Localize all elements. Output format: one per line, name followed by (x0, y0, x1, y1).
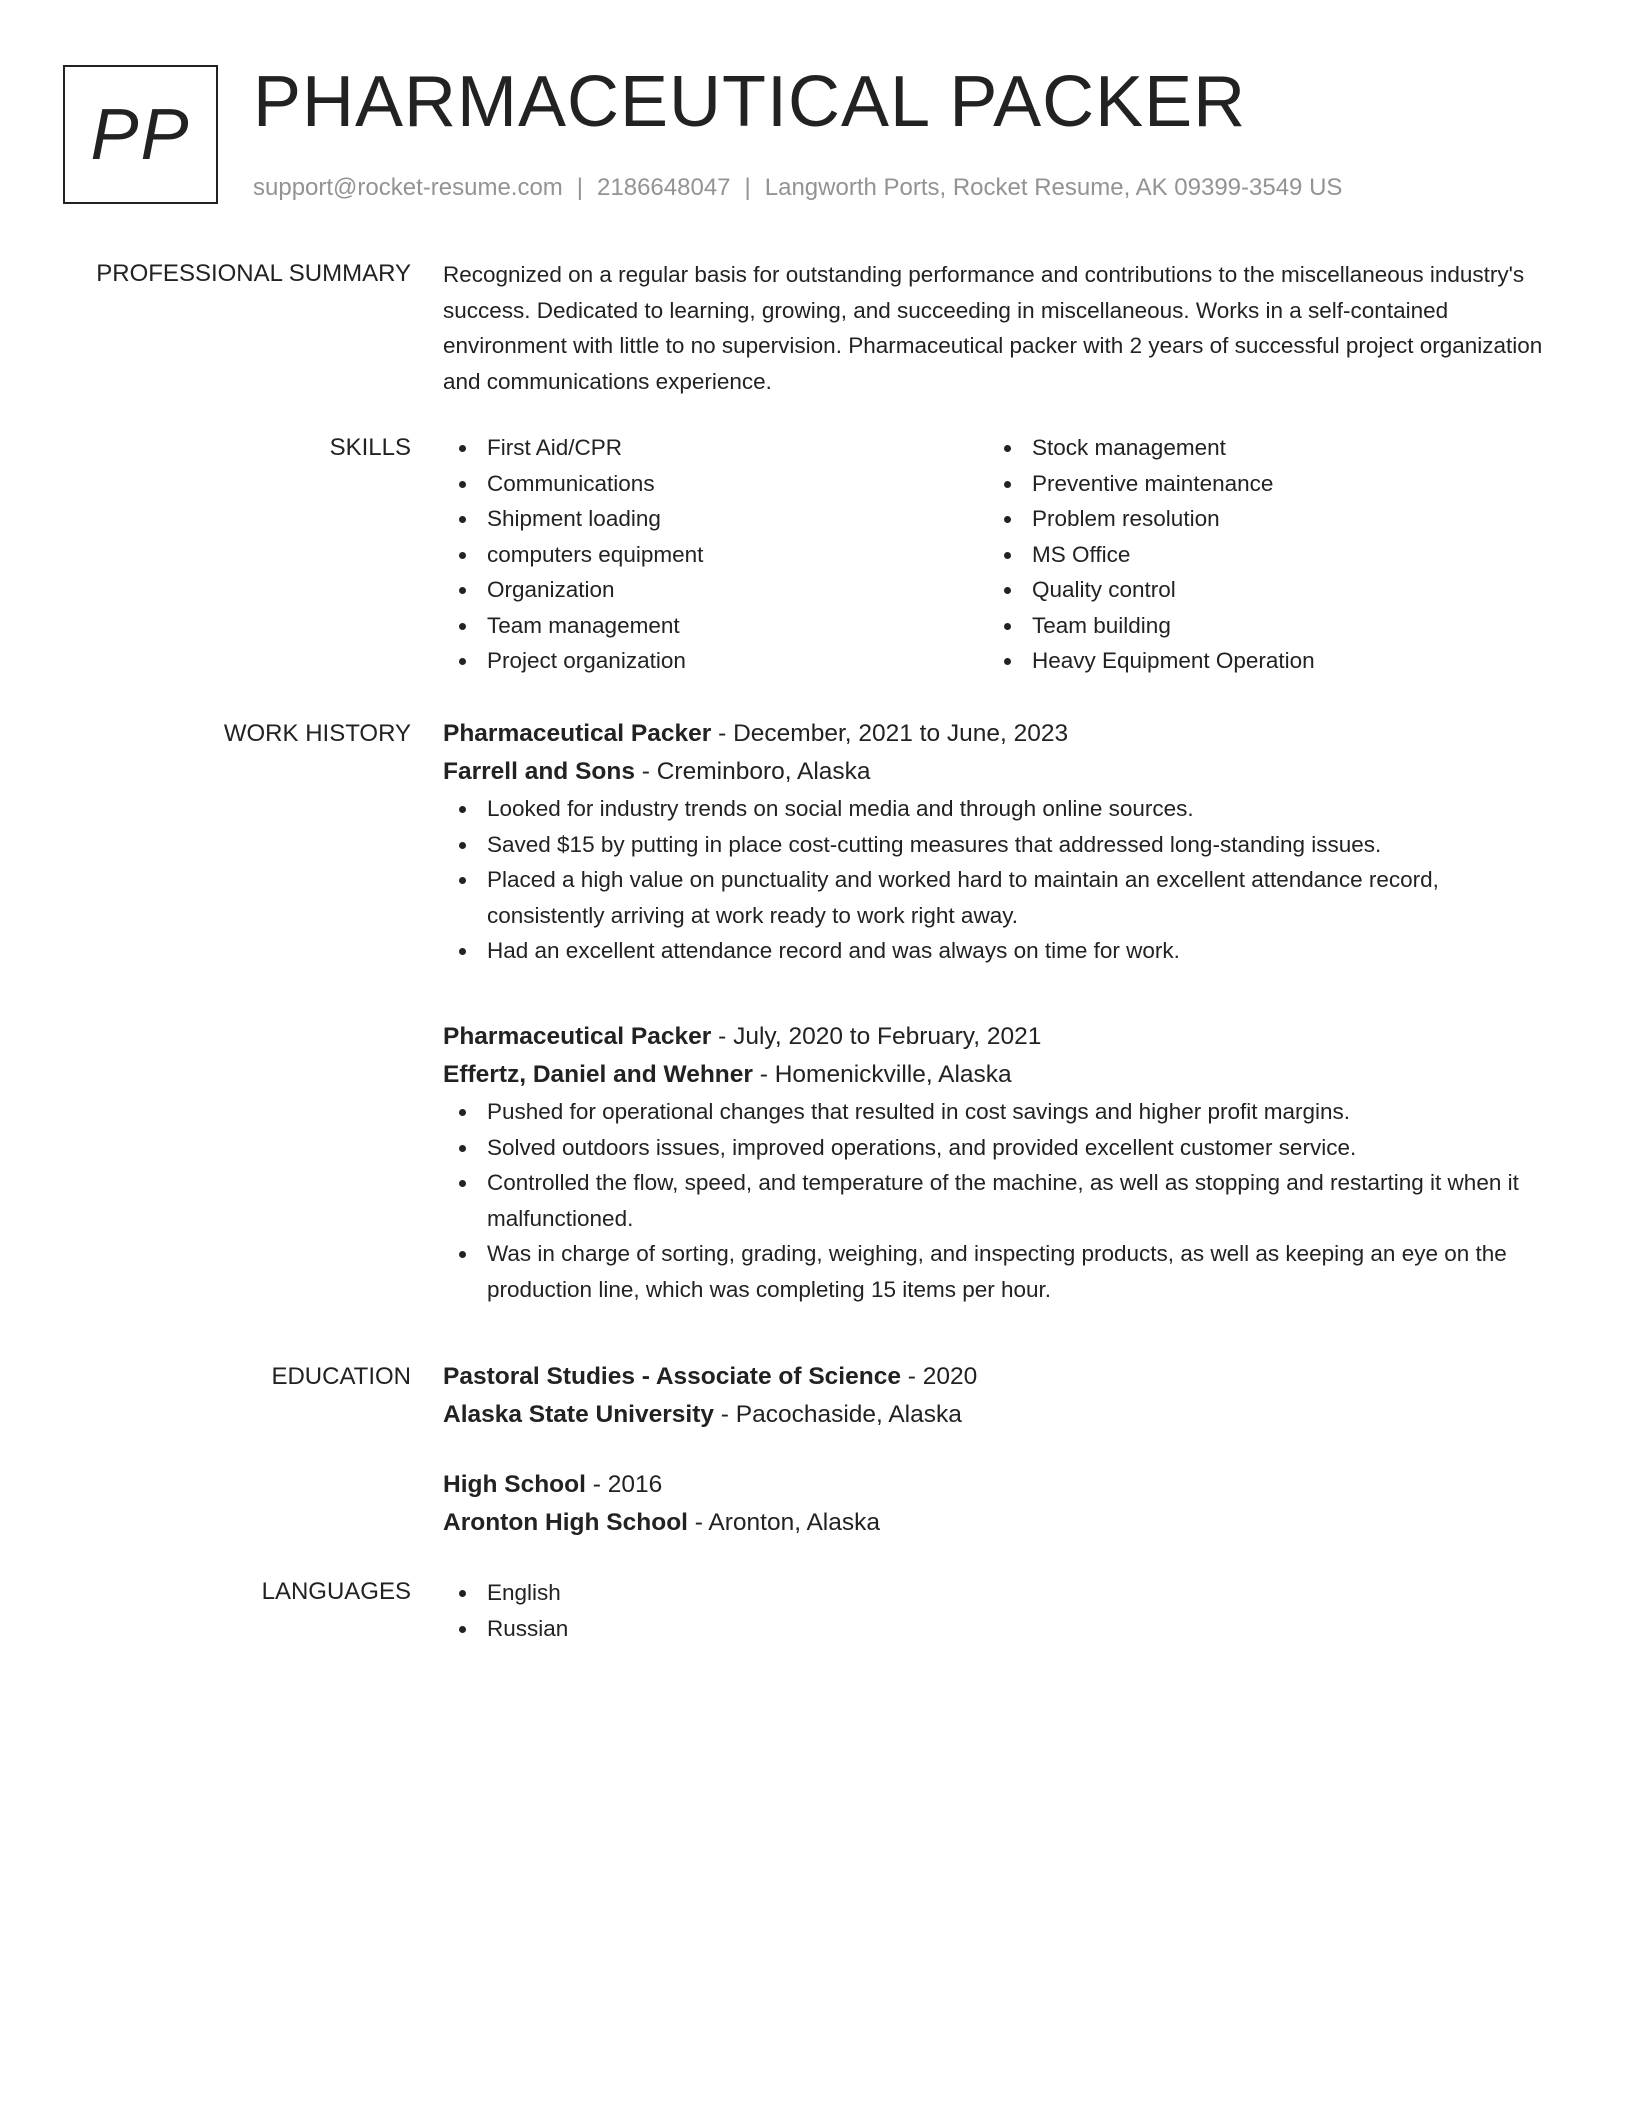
job-bullet: Saved $15 by putting in place cost-cutting measures that addressed long-standing issues. (443, 827, 1553, 863)
job-company: Farrell and Sons (443, 758, 635, 785)
job-dates: - December, 2021 to June, 2023 (711, 720, 1069, 747)
education-degree: High School (443, 1471, 586, 1498)
education-school: Alaska State University (443, 1401, 714, 1428)
education-school: Aronton High School (443, 1509, 688, 1536)
skill-item: MS Office (988, 537, 1533, 573)
skill-item: Heavy Equipment Operation (988, 643, 1533, 679)
job-entry (443, 1018, 1553, 1307)
section-label-languages: LANGUAGES (261, 1578, 411, 1605)
contact-line (253, 172, 1342, 204)
job-company-line (443, 1056, 1553, 1094)
job-bullet: Placed a high value on punctuality and worked hard to maintain an excellent attendance record, consistently arriving at work ready to work right away. (443, 862, 1553, 933)
skill-item: Quality control (988, 572, 1533, 608)
education-degree-line (443, 1358, 1553, 1396)
skill-item: First Aid/CPR (443, 430, 988, 466)
skills-grid (443, 430, 1553, 679)
education-entry (443, 1466, 1553, 1542)
job-location: - Creminboro, Alaska (634, 758, 871, 785)
education-entry (443, 1358, 1553, 1434)
job-entry (443, 715, 1553, 969)
job-title: Pharmaceutical Packer (443, 720, 712, 747)
job-title-line (443, 1018, 1553, 1056)
languages-section (443, 1575, 1553, 1646)
summary-text: Recognized on a regular basis for outstanding performance and contributions to the miscellaneous industry's success. Dedicated to learning, growing, and succeeding in miscellaneous. Works in a self-contained environment with little to no supervision. Pharmaceutical packer with 2 years of successful project organization and communications experience. (443, 262, 1543, 394)
job-bullet: Was in charge of sorting, grading, weighing, and inspecting products, as well as keeping an eye on the production line, which was completing 15 items per hour. (443, 1236, 1553, 1307)
job-bullet: Solved outdoors issues, improved operations, and provided excellent customer service. (443, 1130, 1553, 1166)
job-bullet: Looked for industry trends on social media and through online sources. (443, 791, 1553, 827)
skill-item: Team building (988, 608, 1533, 644)
skill-item: Organization (443, 572, 988, 608)
contact-separator: | (576, 174, 584, 201)
skill-item: computers equipment (443, 537, 988, 573)
job-dates: - July, 2020 to February, 2021 (711, 1023, 1042, 1050)
skill-item: Communications (443, 466, 988, 502)
skill-item: Team management (443, 608, 988, 644)
education-year: - 2020 (900, 1363, 978, 1390)
education-location: - Aronton, Alaska (687, 1509, 880, 1536)
skill-item: Stock management (988, 430, 1533, 466)
education-school-line (443, 1504, 1553, 1542)
languages-list (443, 1575, 1553, 1646)
skill-item: Shipment loading (443, 501, 988, 537)
skill-item: Project organization (443, 643, 988, 679)
monogram-badge (63, 65, 218, 204)
job-title-line (443, 715, 1553, 753)
language-item: Russian (443, 1611, 1553, 1647)
education-location: - Pacochaside, Alaska (714, 1401, 962, 1428)
contact-phone[interactable]: 2186648047 (597, 174, 731, 201)
skill-item: Preventive maintenance (988, 466, 1533, 502)
skills-list-left (443, 430, 988, 679)
job-bullets (443, 791, 1553, 969)
job-bullet: Had an excellent attendance record and was always on time for work. (443, 933, 1553, 969)
section-label-summary: PROFESSIONAL SUMMARY (96, 260, 411, 287)
education-year: - 2016 (585, 1471, 663, 1498)
skills-list-right (988, 430, 1533, 679)
job-bullet: Pushed for operational changes that resulted in cost savings and higher profit margins. (443, 1094, 1553, 1130)
skills-section (443, 430, 1553, 679)
language-item: English (443, 1575, 1553, 1611)
section-label-education: EDUCATION (271, 1363, 411, 1390)
contact-email[interactable]: support@rocket-resume.com (253, 174, 563, 201)
section-label-work-history: WORK HISTORY (223, 720, 411, 747)
monogram-initials: PP (90, 94, 191, 175)
education-school-line (443, 1396, 1553, 1434)
job-location: - Homenickville, Alaska (752, 1061, 1012, 1088)
job-company-line (443, 753, 1553, 791)
candidate-name: PHARMACEUTICAL PACKER (253, 62, 1247, 142)
job-title: Pharmaceutical Packer (443, 1023, 712, 1050)
contact-separator: | (744, 174, 751, 201)
job-bullet: Controlled the flow, speed, and temperature of the machine, as well as stopping and restarting it when it malfunctioned. (443, 1165, 1553, 1236)
education-degree: Pastoral Studies - Associate of Science (443, 1363, 901, 1390)
section-label-skills: SKILLS (329, 434, 411, 461)
job-bullets (443, 1094, 1553, 1307)
skill-item: Problem resolution (988, 501, 1533, 537)
job-company: Effertz, Daniel and Wehner (443, 1061, 753, 1088)
education-degree-line (443, 1466, 1553, 1504)
contact-address: Langworth Ports, Rocket Resume, AK 09399-3549 US (764, 174, 1343, 201)
